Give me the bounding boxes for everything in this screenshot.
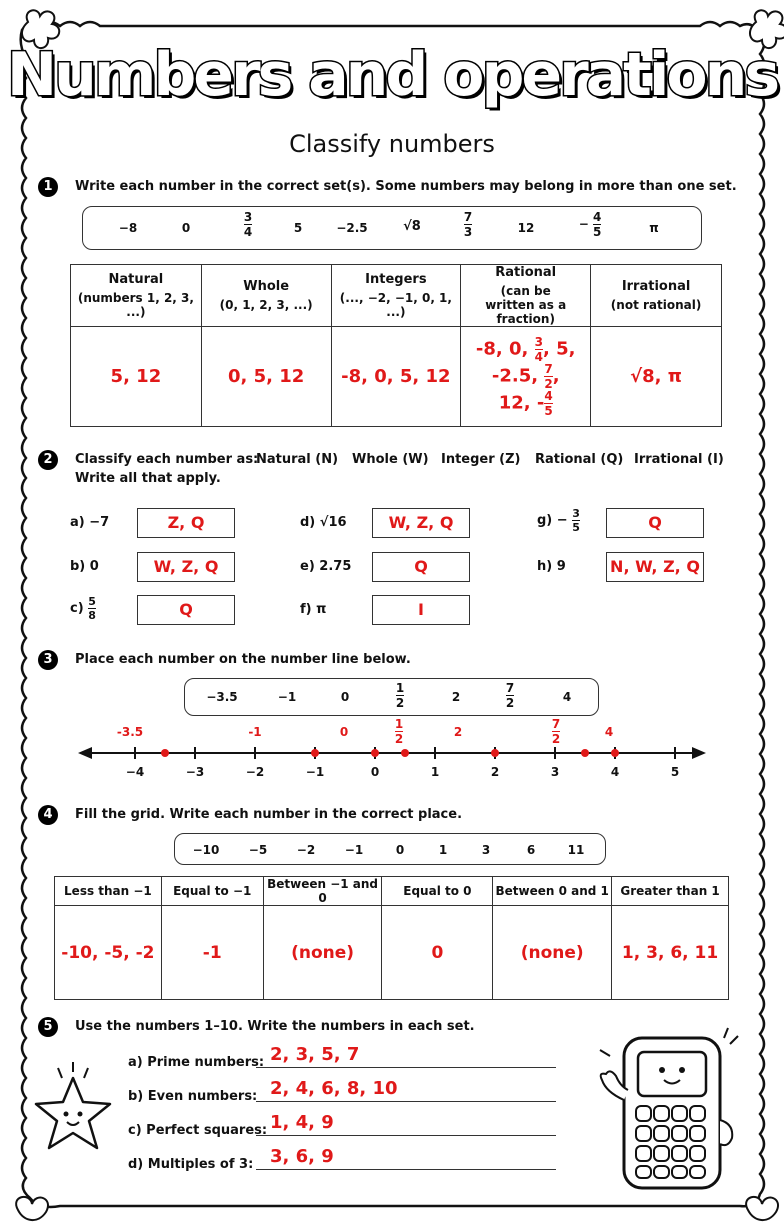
answer-box[interactable]: Q bbox=[372, 552, 470, 582]
set-answer-line[interactable]: 1, 4, 9 bbox=[256, 1112, 556, 1136]
set-label: a) Prime numbers: bbox=[128, 1055, 265, 1070]
sets-table bbox=[70, 264, 722, 427]
calculator-icon bbox=[588, 1020, 748, 1190]
set-label: d) Multiples of 3: bbox=[128, 1157, 254, 1172]
answer-box[interactable]: Z, Q bbox=[137, 508, 235, 538]
grid-answer: -10, -5, -2 bbox=[55, 906, 162, 1000]
item-label: f) π bbox=[300, 602, 327, 617]
bank-number: 12 bbox=[517, 221, 535, 235]
header-less-than: Less than −1 bbox=[55, 877, 162, 906]
bank-number-fraction: $\frac{1}{2}$ bbox=[395, 681, 405, 710]
question-instruction: Fill the grid. Write each number in the correct place. bbox=[75, 807, 463, 822]
header-between-neg: Between −1 and 0 bbox=[263, 877, 382, 906]
header-natural: Natural (numbers 1, 2, 3, ...) bbox=[71, 265, 202, 327]
answer-box[interactable]: W, Z, Q bbox=[372, 508, 470, 538]
bank-number: 6 bbox=[526, 843, 536, 857]
number-line-tick-label: −4 bbox=[125, 765, 145, 779]
number-line-tick-label: 4 bbox=[610, 765, 620, 779]
answer-box[interactable]: Q bbox=[137, 595, 235, 625]
category-integer: Integer (Z) bbox=[441, 452, 521, 467]
placed-number: 4 bbox=[604, 725, 614, 739]
grid-answer: 0 bbox=[382, 906, 493, 1000]
number-line-tick bbox=[254, 747, 256, 759]
bank-number: 11 bbox=[567, 843, 585, 857]
answer-rational: -8, 0, $\frac{3}{4}$ , 5, -2.5, $\frac{7}{2}$ , 12, - $\frac{4}{5}$ bbox=[461, 327, 591, 427]
answer-irrational: √8, π bbox=[591, 327, 722, 427]
grid-answer: (none) bbox=[493, 906, 612, 1000]
item-label: a) −7 bbox=[70, 515, 110, 530]
placed-number: -3.5 bbox=[116, 725, 144, 739]
number-line-tick-label: −3 bbox=[185, 765, 205, 779]
question-number: 3 bbox=[38, 650, 58, 670]
answer-box[interactable]: W, Z, Q bbox=[137, 552, 235, 582]
question-number: 1 bbox=[38, 177, 58, 197]
bank-number: 2 bbox=[451, 690, 461, 704]
placed-point bbox=[371, 749, 379, 757]
number-line-tick-label: −1 bbox=[305, 765, 325, 779]
placed-number: -1 bbox=[248, 725, 262, 739]
answer-natural: 5, 12 bbox=[71, 327, 202, 427]
bank-number: 5 bbox=[293, 221, 303, 235]
number-line-tick bbox=[134, 747, 136, 759]
comparison-grid bbox=[54, 876, 729, 1000]
bank-number: 1 bbox=[438, 843, 448, 857]
bank-number-fraction: $\frac{7}{2}$ bbox=[505, 681, 515, 710]
header-between-pos: Between 0 and 1 bbox=[493, 877, 612, 906]
placed-number-fraction: $\frac{7}{2}$ bbox=[551, 717, 561, 746]
placed-number: 0 bbox=[339, 725, 349, 739]
header-rational: Rational (can be written as a fraction) bbox=[461, 265, 591, 327]
page-subtitle: Classify numbers bbox=[289, 130, 495, 158]
placed-point bbox=[401, 749, 409, 757]
set-answer-line[interactable]: 2, 3, 5, 7 bbox=[256, 1044, 556, 1068]
header-greater: Greater than 1 bbox=[612, 877, 729, 906]
grid-answer: -1 bbox=[161, 906, 263, 1000]
set-label: b) Even numbers: bbox=[128, 1089, 258, 1104]
answer-box[interactable]: I bbox=[372, 595, 470, 625]
item-label: h) 9 bbox=[537, 559, 566, 574]
item-label: d) √16 bbox=[300, 515, 347, 530]
page-title: Numbers and operations bbox=[6, 40, 778, 110]
category-irrational: Irrational (I) bbox=[634, 452, 724, 467]
question-instruction: Classify each number as: bbox=[75, 452, 259, 467]
bank-number: 3 bbox=[481, 843, 491, 857]
set-label: c) Perfect squares: bbox=[128, 1123, 268, 1138]
category-whole: Whole (W) bbox=[352, 452, 429, 467]
number-line-tick-label: 0 bbox=[370, 765, 380, 779]
placed-point bbox=[491, 749, 499, 757]
set-answer-line[interactable]: 2, 4, 6, 8, 10 bbox=[256, 1078, 556, 1102]
header-integers: Integers (..., −2, −1, 0, 1, ...) bbox=[331, 265, 461, 327]
number-line-tick-label: 5 bbox=[670, 765, 680, 779]
bank-number: −10 bbox=[192, 843, 220, 857]
question-instruction-2: Write all that apply. bbox=[75, 471, 221, 486]
answer-integers: -8, 0, 5, 12 bbox=[331, 327, 461, 427]
header-whole: Whole (0, 1, 2, 3, ...) bbox=[201, 265, 331, 327]
category-rational: Rational (Q) bbox=[535, 452, 624, 467]
bank-number: π bbox=[649, 221, 659, 235]
bank-number: −5 bbox=[248, 843, 268, 857]
bank-number: −1 bbox=[344, 843, 364, 857]
number-line-tick bbox=[194, 747, 196, 759]
number-line-tick-label: 2 bbox=[490, 765, 500, 779]
placed-number: 2 bbox=[453, 725, 463, 739]
bank-number: 4 bbox=[562, 690, 572, 704]
header-equal-zero: Equal to 0 bbox=[382, 877, 493, 906]
bank-number: −2 bbox=[296, 843, 316, 857]
question-number: 2 bbox=[38, 450, 58, 470]
placed-point bbox=[161, 749, 169, 757]
answer-box[interactable]: N, W, Z, Q bbox=[606, 552, 704, 582]
placed-point bbox=[581, 749, 589, 757]
number-line-tick-label: 3 bbox=[550, 765, 560, 779]
grid-answer: 1, 3, 6, 11 bbox=[612, 906, 729, 1000]
bank-number: 0 bbox=[395, 843, 405, 857]
placed-point bbox=[611, 749, 619, 757]
placed-number-fraction: $\frac{1}{2}$ bbox=[394, 717, 404, 746]
question-instruction: Write each number in the correct set(s). Some numbers may belong in more than one set. bbox=[75, 179, 737, 194]
bank-number-fraction: $\frac{3}{4}$ bbox=[243, 210, 253, 239]
category-natural: Natural (N) bbox=[256, 452, 339, 467]
bank-number: −1 bbox=[277, 690, 297, 704]
bank-number: −2.5 bbox=[336, 221, 368, 235]
header-irrational: Irrational (not rational) bbox=[591, 265, 722, 327]
bank-number-fraction: $\frac{7}{3}$ bbox=[463, 210, 473, 239]
item-label: e) 2.75 bbox=[300, 559, 352, 574]
number-line-tick-label: −2 bbox=[245, 765, 265, 779]
bank-number: −3.5 bbox=[206, 690, 238, 704]
grid-answer: (none) bbox=[263, 906, 382, 1000]
star-icon bbox=[28, 1060, 118, 1160]
question-instruction: Use the numbers 1–10. Write the numbers in each set. bbox=[75, 1019, 475, 1034]
set-answer-line[interactable]: 3, 6, 9 bbox=[256, 1146, 556, 1170]
header-equal-neg-one: Equal to −1 bbox=[161, 877, 263, 906]
question-number: 5 bbox=[38, 1017, 58, 1037]
bank-number: 0 bbox=[340, 690, 350, 704]
answer-whole: 0, 5, 12 bbox=[201, 327, 331, 427]
number-line-tick bbox=[434, 747, 436, 759]
item-label-fraction: g) − $\frac{3}{5}$ bbox=[537, 507, 580, 534]
number-line-tick-label: 1 bbox=[430, 765, 440, 779]
bank-number: √8 bbox=[403, 219, 421, 234]
number-line-tick bbox=[554, 747, 556, 759]
answer-box[interactable]: Q bbox=[606, 508, 704, 538]
item-label: b) 0 bbox=[70, 559, 99, 574]
bank-number: −8 bbox=[118, 221, 138, 235]
bank-number: 0 bbox=[181, 221, 191, 235]
placed-point bbox=[311, 749, 319, 757]
question-number: 4 bbox=[38, 805, 58, 825]
question-instruction: Place each number on the number line below. bbox=[75, 652, 411, 667]
item-label-fraction: c) $\frac{5}{8}$ bbox=[70, 595, 96, 622]
bank-number-fraction: − $\frac{4}{5}$ bbox=[578, 210, 602, 239]
number-line-tick bbox=[674, 747, 676, 759]
